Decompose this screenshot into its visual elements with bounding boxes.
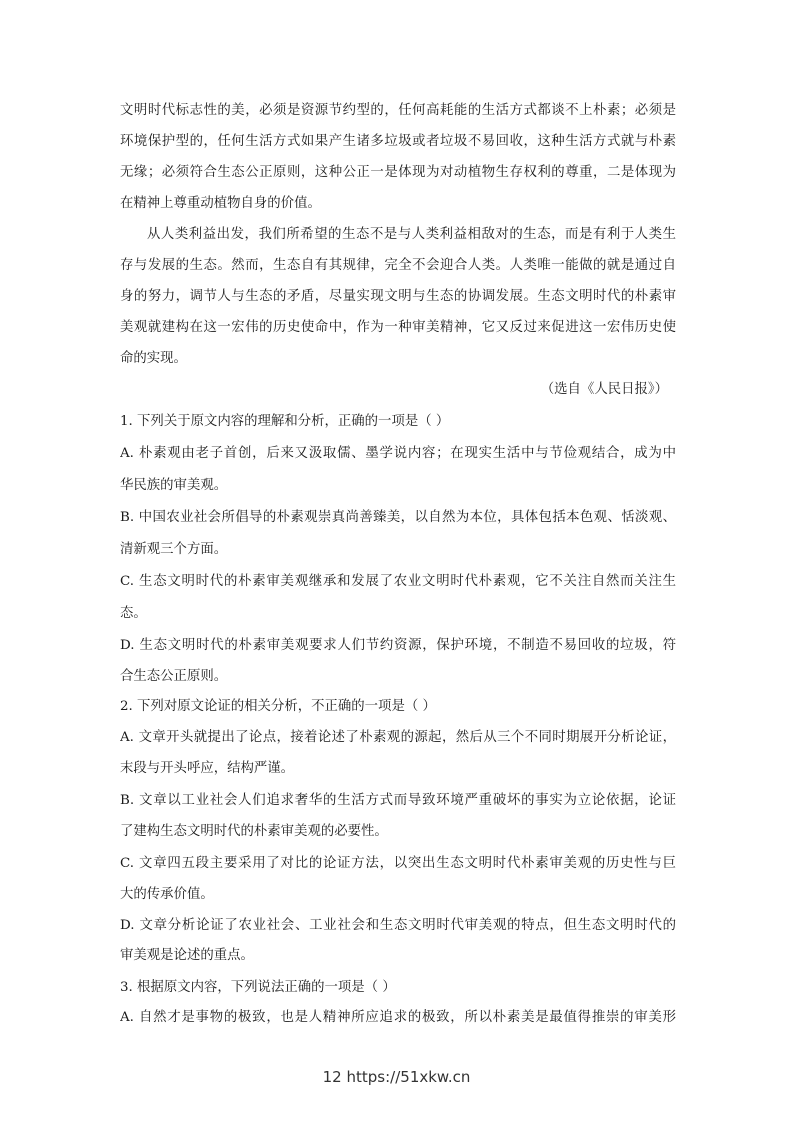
question-1-stem: 1. 下列关于原文内容的理解和分析，正确的一项是（ ）	[120, 414, 450, 429]
question-2-option-a-line-2: 末段与开头呼应，结构严谨。	[120, 761, 295, 776]
question-3-stem: 3. 根据原文内容，下列说法正确的一项是（ ）	[120, 980, 396, 995]
question-1-option-d-line-2: 合生态公正原则。	[120, 669, 228, 684]
question-1-option-d-line-1: D. 生态文明时代的朴素审美观要求人们节约资源，保护环境，不制造不易回收的垃圾，符	[120, 638, 676, 653]
footer-url[interactable]: https://51xkw.cn	[346, 1068, 471, 1086]
question-1-option-a-line-1: A. 朴素观由老子首创，后来又汲取儒、墨学说内容；在现实生活中与节俭观结合，成为中	[120, 446, 676, 461]
question-2-option-b-line-2: 了建构生态文明时代的朴素审美观的必要性。	[120, 824, 388, 839]
question-2-option-a-line-1: A. 文章开头就提出了论点，接着论述了朴素观的源起，然后从三个不同时期展开分析论证，	[120, 730, 676, 745]
question-1-option-c-line-2: 态。	[120, 606, 147, 621]
question-1-option-a-line-2: 华民族的审美观。	[120, 478, 228, 493]
passage-p2-line-5: 命的实现。	[120, 351, 187, 366]
question-1-option-b-line-2: 清新观三个方面。	[120, 542, 228, 557]
question-1-option-c-line-1: C. 生态文明时代的朴素审美观继承和发展了农业文明时代朴素观，它不关注自然而关注生	[120, 574, 676, 589]
question-1-option-b-line-1: B. 中国农业社会所倡导的朴素观崇真尚善臻美，以自然为本位，具体包括本色观、恬淡观、	[120, 510, 676, 525]
question-2-option-d-line-1: D. 文章分析论证了农业社会、工业社会和生态文明时代审美观的特点，但生态文明时代的	[120, 918, 676, 933]
passage-source: （选自《人民日报》）	[540, 382, 668, 397]
page-footer	[0, 1068, 793, 1086]
question-2-option-c-line-2: 大的传承价值。	[120, 887, 214, 902]
passage-p2-line-3: 身的努力，调节人与生态的矛盾，尽量实现文明与生态的协调发展。生态文明时代的朴素审	[120, 289, 676, 304]
passage-p1-line-2: 环境保护型的，任何生活方式如果产生诸多垃圾或者垃圾不易回收，这种生活方式就与朴素	[120, 134, 676, 149]
passage-p1-line-1: 文明时代标志性的美，必须是资源节约型的，任何高耗能的生活方式都谈不上朴素；必须是	[120, 103, 676, 118]
question-2-stem: 2. 下列对原文论证的相关分析，不正确的一项是（ ）	[120, 699, 436, 714]
passage-p2-line-1: 从人类利益出发，我们所希望的生态不是与人类利益相敌对的生态，而是有利于人类生	[147, 227, 676, 242]
question-2-option-b-line-1: B. 文章以工业社会人们追求奢华的生活方式而导致环境严重破坏的事实为立论依据，论证	[120, 793, 676, 808]
question-2-option-d-line-2: 审美观是论述的重点。	[120, 948, 254, 963]
question-2-option-c-line-1: C. 文章四五段主要采用了对比的论证方法，以突出生态文明时代朴素审美观的历史性与巨	[120, 856, 676, 871]
passage-p2-line-4: 美观就建构在这一宏伟的历史使命中，作为一种审美精神，它又反过来促进这一宏伟历史使	[120, 320, 676, 335]
page-number: 12	[322, 1068, 342, 1086]
passage-p1-line-3: 无缘；必须符合生态公正原则，这种公正一是体现为对动植物生存权利的尊重，二是体现为	[120, 165, 676, 180]
question-3-option-a-line-1: A. 自然才是事物的极致，也是人精神所应追求的极致，所以朴素美是最值得推崇的审美形	[120, 1010, 676, 1025]
passage-p2-line-2: 存与发展的生态。然而，生态自有其规律，完全不会迎合人类。人类唯一能做的就是通过自	[120, 258, 676, 273]
passage-p1-line-4: 在精神上尊重动植物自身的价值。	[120, 196, 321, 211]
